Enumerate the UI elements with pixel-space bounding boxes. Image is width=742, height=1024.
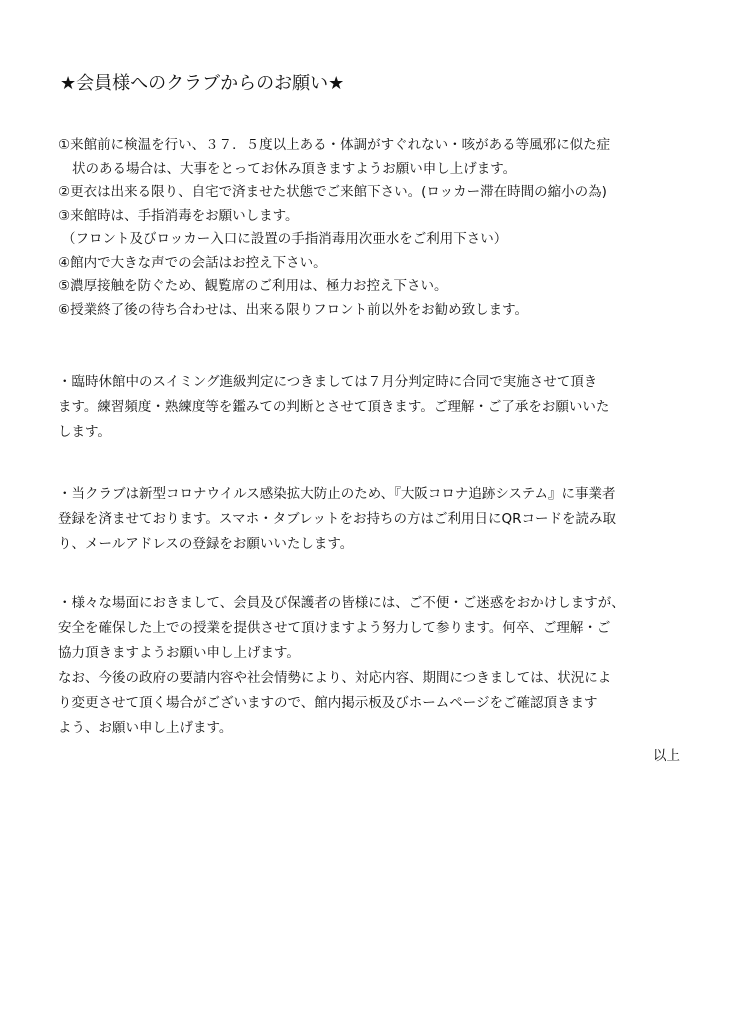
paragraph-line: よう、お願い申し上げます。: [58, 720, 233, 736]
paragraph-line: なお、今後の政府の要請内容や社会情勢により、対応内容、期間につきましては、状況によ: [58, 670, 612, 686]
list-item: ④館内で大きな声での会話はお控え下さい。: [58, 254, 327, 271]
closing-mark: 以上: [653, 748, 680, 764]
list-item-note: （フロント及びロッカー入口に設置の手指消毒用次亜水をご利用下さい）: [62, 231, 508, 247]
closing-notice-paragraph: [58, 591, 698, 741]
paragraph-line: り、メールアドレスの登録をお願いいたします。: [58, 536, 354, 552]
paragraph-line: ・臨時休館中のスイミング進級判定につきましては７月分判定時に合同で実施させて頂き: [58, 374, 598, 390]
paragraph-line: り変更させて頂く場合がございますので、館内掲示板及びホームページをご確認頂きます: [58, 695, 598, 711]
paragraph-line: 協力頂きますようお願い申し上げます。: [58, 645, 300, 661]
paragraph-line: 登録を済ませております。スマホ・タブレットをお持ちの方はご利用日にQRコードを読み取: [58, 511, 616, 527]
paragraph-line: ・当クラブは新型コロナウイルス感染拡大防止のため、『大阪コロナ追跡システム』に事業者: [58, 486, 616, 502]
list-item: ③来館時は、手指消毒をお願いします。: [58, 207, 299, 224]
swimming-assessment-paragraph: [58, 370, 698, 445]
paragraph-line: 安全を確保した上での授業を提供させて頂けますよう努力して参ります。何卒、ご理解・ご: [58, 620, 611, 636]
list-item: ②更衣は出来る限り、自宅で済ませた状態でご来館下さい。(ロッカー滞在時間の縮小の為): [58, 184, 607, 200]
paragraph-line: します。: [58, 424, 111, 440]
request-list: [58, 134, 698, 322]
list-item-continuation: 状のある場合は、大事をとってお休み頂きますようお願い申し上げます。: [72, 160, 517, 177]
list-item: ①来館前に検温を行い、３７．５度以上ある・体調がすぐれない・咳がある等風邪に似た症: [58, 137, 611, 153]
list-item: ⑥授業終了後の待ち合わせは、出来る限りフロント前以外をお勧め致します。: [58, 301, 529, 318]
document-title: ★会員様へのクラブからのお願い★: [60, 73, 345, 94]
covid-tracking-paragraph: [58, 482, 698, 557]
paragraph-line: ます。練習頻度・熟練度等を鑑みての判断とさせて頂きます。ご理解・ご了承をお願いいた: [58, 399, 610, 415]
paragraph-line: ・様々な場面におきまして、会員及び保護者の皆様には、ご不便・ご迷惑をおかけしますが、: [58, 595, 625, 611]
list-item: ⑤濃厚接触を防ぐため、観覧席のご利用は、極力お控え下さい。: [58, 278, 448, 294]
